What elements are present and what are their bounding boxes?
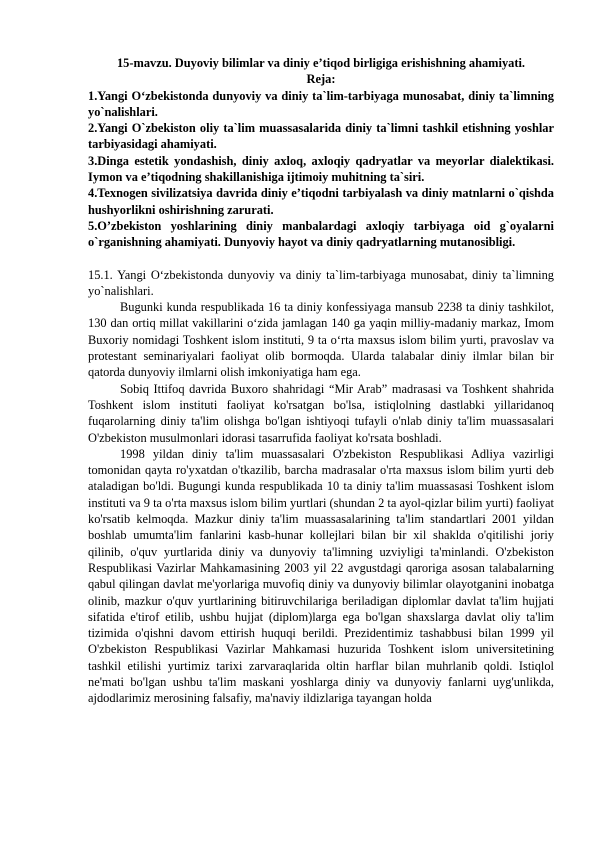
plan-item: 3.Dinga estetik yondashish, diniy axloq, axloqiy qadryatlar va meyorlar dialektikasi. Iymon va e’tiqodning shakillanishiga ijtimoiy muhitning ta`siri. — [88, 153, 554, 185]
plan-item: 2.Yangi O`zbekiston oliy ta`lim muassasalarida diniy ta`limni tashkil etishning yoshlar tarbiyasidagi ahamiyati. — [88, 121, 554, 152]
document-page — [88, 55, 554, 707]
body-paragraph: 1998 yildan diniy ta'lim muassasalari O'zbekiston Respublikasi Adliya vazirligi tomonidan qayta ro'yxatdan o'tkazilib, barcha madrasalar o'rta maxsus islom bilim yurti deb ataladigan bo'ldi. Bugungi kunda respublikada 10 ta diniy ta'lim muassasasi Toshkent islom instituti va 9 ta o'rta maxsus islom bilim yurtlari (shundan 2 ta ayol-qizlar bilim yurti) faoliyat ko'rsatib kelmoqda. Mazkur diniy ta'lim muassasalarining ta'lim standartlari 2001 yildan boshlab umumta'lim fanlarini kasb-hunar kollejlari bilan bir xil shaklda o'qitilishi joriy qilinib, o'quv yurtlarida diniy va dunyoviy ta'limning uzviyligi ta'minlandi. O'zbekiston Respublikasi Vazirlar Mahkamasining 2003 yil 22 avgustdagi qaroriga asosan talabalarning qabul qilingan davlat me'yorlariga muvofiq diniy va dunyoviy bilimlar olayotganini inobatga olinib, mazkur o'quv yurtlarining bitiruvchilariga beriladigan diplomlar davlat ta'lim hujjati sifatida e'tirof etilib, ushbu hujjat (diplom)larga ega bo'lgan shaxslarga davlat oliy ta'lim tizimida o'qishni davom ettirish huquqi berildi. Prezidentimiz tashabbusi bilan 1999 yil O'zbekiston Respublikasi Vazirlar Mahkamasi huzurida Toshkent islom universitetining tashkil etilishi yurtimiz tarixi zarvaraqlarida oltin harflar bilan muhrlanib qoldi. Istiqlol ne'mati bo'lgan ushbu ta'lim maskani yoshlarga diniy va dunyoviy fanlarni uyg'unlikda, ajdodlarimiz merosining falsafiy, ma'naviy ildizlariga tayangan holda — [88, 446, 554, 706]
plan-item: 1.Yangi O‘zbekistonda dunyoviy va diniy ta`lim-tarbiyaga munosabat, diniy ta`limning yo`nalishlari. — [88, 88, 554, 119]
plan-item: 5.O’zbekiston yoshlarining diniy manbalardagi axloqiy tarbiyaga oid g`oyalarni o`rganishning ahamiyati. Dunyoviy hayot va diniy qadryatlarning mutanosibligi. — [88, 218, 554, 250]
plan-heading: Reja: — [306, 72, 336, 87]
body-paragraph: Sobiq Ittifoq davrida Buxoro shahridagi “Mir Arab” madrasasi va Toshkent shahrida Toshkent islom instituti faoliyat ko'rsatgan bo'lsa, istiqlolning dastlabki yillaridanoq fuqarolarning diniy ta'lim olishga bo'lgan ishtiyoqi tufayli o'nlab diniy ta'lim muassasalari O'zbekiston musulmonlari idorasi tasarrufida faoliyat ko'rsata boshladi. — [88, 381, 554, 445]
plan-list — [88, 88, 554, 251]
document-title: 15-mavzu. Duyoviy bilimlar va diniy e’tiqod birligiga erishishning ahamiyati. — [116, 56, 526, 70]
section-heading: 15.1. Yangi O‘zbekistonda dunyoviy va diniy ta`lim-tarbiyaga munosabat, diniy ta`limning yo`nalishlari. — [88, 267, 554, 298]
spacer — [88, 251, 554, 267]
plan-item: 4.Texnogen sivilizatsiya davrida diniy e’tiqodni tarbiyalash va diniy matnlarni o`qishda hushyorlikni oshirishning zarurati. — [88, 186, 554, 217]
body-paragraph: Bugunki kunda respublikada 16 ta diniy konfessiyaga mansub 2238 ta diniy tashkilot, 130 dan ortiq millat vakillarini o‘zida jamlagan 140 ga yaqin milliy-madaniy markaz, Imom Buxoriy nomidagi Toshkent islom instituti, 9 ta o‘rta maxsus islom bilim yurti, pravoslav va protestant seminariyalari faoliyat olib bormoqda. Ularda talabalar diniy ilmlar bilan bir qatorda dunyoviy ilmlarni olish imkoniyatiga ham ega. — [88, 300, 554, 380]
